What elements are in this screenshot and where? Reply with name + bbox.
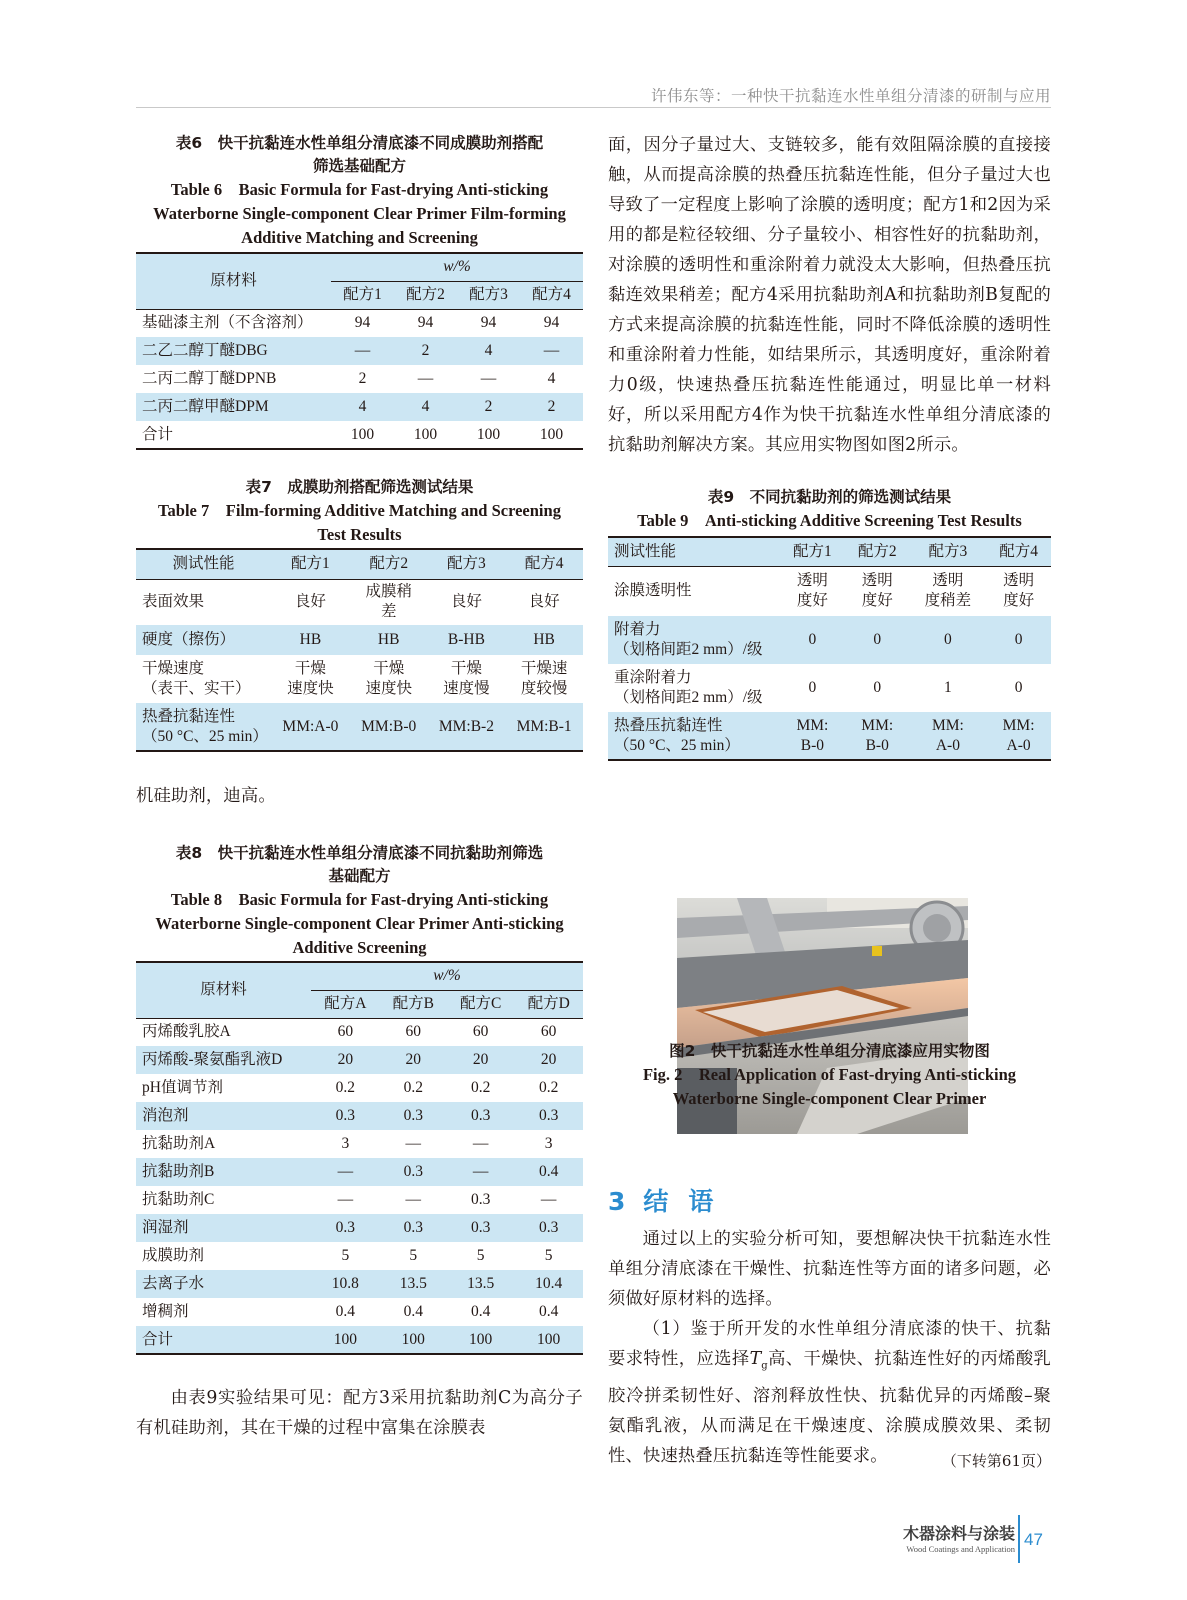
table9-cell: 0 xyxy=(808,631,817,648)
table6-cell: 94 xyxy=(480,314,497,332)
body-text-right-3b: 高、干燥快、抗黏连性好的丙烯酸乳胶冷拼柔韧性好、溶剂释放性快、抗黏优异的丙烯酸–聚氨酯乳液，从而满足在干燥速度、涂膜成膜效果、柔韧性、快速热叠压抗黏连等性能要求。 xyxy=(608,1349,1052,1467)
table-row xyxy=(136,1326,583,1354)
table-row xyxy=(136,309,583,337)
table-row xyxy=(136,1158,583,1186)
table7-cell-line: 良好 xyxy=(528,593,560,611)
table9 xyxy=(608,536,1051,761)
table8-cell: 0.4 xyxy=(403,1303,423,1320)
table9-caption-en: Table 9 Anti-sticking Additive Screening Test Results xyxy=(637,511,1022,530)
table8-caption-cn-1: 表8 快干抗黏连水性单组分清底漆不同抗黏助剂筛选 xyxy=(175,844,544,862)
table6-cell: 94 xyxy=(543,314,560,332)
table8-cell: 0.3 xyxy=(470,1191,491,1208)
table8-row-name: pH值调节剂 xyxy=(142,1079,223,1096)
table7-cell xyxy=(505,579,583,625)
table9-row-name xyxy=(608,566,780,616)
table7 xyxy=(136,548,583,752)
table6-col: 配方2 xyxy=(406,286,445,303)
table7-cell xyxy=(271,579,350,625)
table9-cell: 0 xyxy=(944,631,952,648)
table9-cell-line: A-0 xyxy=(1006,736,1031,754)
table7-col: 测试性能 xyxy=(136,549,271,579)
journal-name-cn: 木器涂料与涂装 xyxy=(902,1524,1015,1543)
table8-row-name: 抗黏助剂A xyxy=(142,1135,216,1152)
table7-cell xyxy=(428,655,506,703)
table6-row-name: 二乙二醇丁醚DBG xyxy=(142,342,268,359)
table-row xyxy=(136,1186,583,1214)
table9-cell-line: A-0 xyxy=(935,736,960,754)
running-title: 许伟东等：一种快干抗黏连水性单组分清漆的研制与应用 xyxy=(650,87,1051,105)
table8-cell: 100 xyxy=(447,1326,514,1354)
table6-cell: — xyxy=(480,370,497,387)
table6-caption-cn-1: 表6 快干抗黏连水性单组分清底漆不同成膜助剂搭配 xyxy=(175,134,544,152)
figure2-caption-cn: 图2 快干抗黏连水性单组分清底漆应用实物图 xyxy=(669,1042,990,1060)
table8-head-material: 原材料 xyxy=(136,962,311,1018)
table7-row-name-1: 表面效果 xyxy=(142,593,205,611)
table6-row-name: 二丙二醇丁醚DPNB xyxy=(142,370,277,387)
table8-cell: 0.3 xyxy=(470,1219,491,1236)
table6-cell: 2 xyxy=(358,370,367,387)
table7-cell: HB xyxy=(377,631,400,648)
table8-cell: 0.3 xyxy=(403,1219,423,1236)
table6-cell: 2 xyxy=(421,342,430,359)
table8-cell: 13.5 xyxy=(399,1275,427,1292)
table7-cell: MM:A-0 xyxy=(271,703,350,751)
table7-cell: MM:B-0 xyxy=(350,703,428,751)
table6-cell: — xyxy=(543,342,560,359)
table8-cell: — xyxy=(405,1135,422,1152)
table7-row-name-1: 热叠抗黏连性 xyxy=(142,707,236,725)
table7-cell-line: 速度快 xyxy=(287,680,334,697)
table8-cell: 0.2 xyxy=(538,1079,559,1096)
table8-cell: 0.3 xyxy=(538,1107,559,1124)
table9-row-name-1: 重涂附着力 xyxy=(614,669,692,686)
figure2-caption-en-1: Fig. 2 Real Application of Fast-drying Anti-sticking xyxy=(642,1065,1017,1084)
table-row xyxy=(136,1298,583,1326)
table8-caption-cn-2: 基础配方 xyxy=(328,867,391,885)
table6-caption-en-2: Waterborne Single-component Clear Primer Film-forming xyxy=(153,204,566,223)
table9-cell xyxy=(986,712,1051,760)
table6-row-name: 二丙二醇甲醚DPM xyxy=(142,398,269,415)
table8-cell: — xyxy=(540,1191,557,1208)
table8-row-name: 合计 xyxy=(136,1326,311,1354)
table8-cell: 100 xyxy=(311,1326,380,1354)
table6-cell: 2 xyxy=(547,398,556,415)
table6-cell: 94 xyxy=(417,314,434,332)
table8-cell: 0.4 xyxy=(538,1303,559,1320)
table9-cell-line: 透明 xyxy=(861,572,893,590)
table8-cell: 3 xyxy=(341,1135,350,1152)
body-text-left-1: 机硅助剂，迪高。 xyxy=(136,786,276,806)
table-row xyxy=(608,566,1051,616)
table6-cell: 100 xyxy=(520,421,583,449)
table8-cell: 60 xyxy=(472,1023,489,1041)
table9-cell: 0 xyxy=(1014,679,1023,696)
table8-cell: 100 xyxy=(514,1326,583,1354)
table8-col: 配方B xyxy=(392,995,434,1012)
table-row xyxy=(136,1130,583,1158)
body-text-left-2: 由表9实验结果可见：配方3采用抗黏助剂C为高分子有机硅助剂，其在干燥的过程中富集在涂膜表 xyxy=(136,1388,583,1438)
table9-cell-line: MM: xyxy=(1002,716,1035,734)
table9-cell xyxy=(845,712,910,760)
section-number: 3 xyxy=(608,1187,628,1216)
table7-cell: HB xyxy=(533,631,555,648)
table8-cell: — xyxy=(337,1191,354,1208)
table6-col: 配方3 xyxy=(469,286,508,303)
table8-cell: 100 xyxy=(380,1326,447,1354)
table8-col: 配方C xyxy=(459,995,502,1012)
table7-cell-line: 度较慢 xyxy=(520,680,568,697)
tg-symbol: T xyxy=(749,1349,762,1369)
table6-col: 配方1 xyxy=(343,286,382,303)
figure2-caption-en-2: Waterborne Single-component Clear Primer xyxy=(672,1089,987,1108)
body-text-right-2: 通过以上的实验分析可知，要想解决快干抗黏连水性单组分清底漆在干燥性、抗黏连性等方面的诸多问题，必须做好原材料的选择。 xyxy=(608,1229,1051,1309)
table6-cell: — xyxy=(417,370,434,387)
table7-cell xyxy=(428,579,506,625)
table7-cell-line: 干燥速 xyxy=(520,660,568,677)
table9-caption-cn: 表9 不同抗黏助剂的筛选测试结果 xyxy=(707,488,952,506)
figure2-caption xyxy=(608,1040,1051,1111)
table6-cell: 4 xyxy=(547,370,556,387)
table9-row-name xyxy=(608,664,780,712)
body-text-right-3 xyxy=(608,1314,1051,1471)
table7-cell-line: 干燥 xyxy=(450,660,482,677)
table7-col: 配方1 xyxy=(271,549,350,579)
table8-row-name: 增稠剂 xyxy=(142,1303,189,1320)
table-row xyxy=(136,393,583,421)
table-row xyxy=(136,1214,583,1242)
table6-cell: 4 xyxy=(421,398,430,415)
table8-cell: 20 xyxy=(472,1051,489,1068)
table6-head-unit: w/% xyxy=(331,253,583,281)
table7-cell: MM:B-1 xyxy=(505,703,583,751)
table8-cell: 0.3 xyxy=(538,1219,559,1236)
table7-cell-line: 速度慢 xyxy=(443,680,490,697)
table9-col: 配方4 xyxy=(986,537,1051,566)
table9-cell xyxy=(780,566,845,616)
table7-row-name xyxy=(136,703,271,751)
table6-cell: 100 xyxy=(394,421,457,449)
table9-caption xyxy=(608,486,1051,533)
table7-caption-cn: 表7 成膜助剂搭配筛选测试结果 xyxy=(245,478,474,496)
table7-col: 配方3 xyxy=(428,549,506,579)
table8-cell: 20 xyxy=(405,1051,422,1068)
table8-cell: 0.4 xyxy=(470,1303,491,1320)
table8-caption-en-1: Table 8 Basic Formula for Fast-drying Anti-sticking xyxy=(170,890,549,909)
table-row xyxy=(136,1046,583,1074)
table9-cell-line: MM: xyxy=(931,716,964,734)
table9-cell-line: 透明 xyxy=(932,572,964,590)
table-row xyxy=(608,664,1051,712)
table7-row-name-2: （50 °C、25 min） xyxy=(142,727,268,745)
table-row xyxy=(608,616,1051,664)
table7-cell xyxy=(350,655,428,703)
table6-caption-cn-2: 筛选基础配方 xyxy=(312,157,406,175)
table-row xyxy=(136,655,583,703)
table6 xyxy=(136,252,583,450)
table8-cell: 5 xyxy=(544,1247,553,1264)
table8-cell: 5 xyxy=(476,1247,485,1264)
table6-cell: — xyxy=(354,342,371,359)
table9-cell xyxy=(845,566,910,616)
table9-row-name-1: 热叠压抗黏连性 xyxy=(614,716,723,734)
table8-cell: 60 xyxy=(337,1023,354,1041)
table9-cell-line: 度好 xyxy=(861,592,893,610)
table6-caption xyxy=(136,132,583,250)
running-header xyxy=(136,82,1051,108)
table9-cell: 0 xyxy=(808,679,817,696)
table7-cell: B-HB xyxy=(447,631,485,648)
table7-row-name xyxy=(136,579,271,625)
table7-cell: HB xyxy=(299,631,322,648)
table6-head-material: 原材料 xyxy=(136,253,331,309)
table8-cell: 3 xyxy=(544,1135,553,1152)
table7-row-name xyxy=(136,625,271,655)
table9-row-name-2: （划格间距2 mm）/级 xyxy=(614,641,763,658)
table9-cell-line: 度稍差 xyxy=(924,592,972,610)
table-row xyxy=(608,712,1051,760)
table9-row-name-1: 附着力 xyxy=(614,621,661,638)
table9-col: 测试性能 xyxy=(608,537,780,566)
table8-cell: 10.8 xyxy=(331,1275,359,1292)
table7-cell-line: 良好 xyxy=(294,593,326,611)
table-row xyxy=(136,1074,583,1102)
table-row xyxy=(136,579,583,625)
table8-cell: 0.3 xyxy=(335,1219,355,1236)
table9-cell xyxy=(986,566,1051,616)
table9-cell: 0 xyxy=(873,679,882,696)
tg-subscript: g xyxy=(761,1360,768,1372)
table-row xyxy=(136,1270,583,1298)
table9-row-name-2: （50 °C、25 min） xyxy=(614,736,740,754)
table9-cell-line: B-0 xyxy=(865,736,889,754)
table8-cell: — xyxy=(472,1163,489,1180)
table7-cell: MM:B-2 xyxy=(428,703,506,751)
table8-cell: 0.3 xyxy=(470,1107,491,1124)
table8-cell: 0.4 xyxy=(538,1163,559,1180)
table9-cell: 1 xyxy=(944,679,952,696)
table6-caption-en-3: Additive Matching and Screening xyxy=(241,228,478,247)
table9-row-name xyxy=(608,616,780,664)
table7-cell-line: 干燥 xyxy=(373,660,405,677)
table8-cell: — xyxy=(472,1135,489,1152)
section-heading xyxy=(608,1182,733,1218)
table7-cell xyxy=(505,655,583,703)
table9-col: 配方3 xyxy=(910,537,987,566)
table8-row-name: 成膜助剂 xyxy=(142,1247,205,1264)
table8-head-unit: w/% xyxy=(311,962,583,990)
table9-row-name-1: 涂膜透明性 xyxy=(614,582,692,600)
table8-cell: 20 xyxy=(540,1051,557,1068)
table8-row-name: 去离子水 xyxy=(142,1275,205,1292)
table8-cell: 0.2 xyxy=(470,1079,491,1096)
table8-row-name: 丙烯酸乳胶A xyxy=(142,1023,231,1041)
table8-cell: 5 xyxy=(409,1247,418,1264)
table8-cell: 0.4 xyxy=(335,1303,355,1320)
table8-cell: 5 xyxy=(341,1247,350,1264)
table9-row-name-2: （划格间距2 mm）/级 xyxy=(614,689,763,706)
table8-cell: 60 xyxy=(540,1023,557,1041)
table9-cell-line: 度好 xyxy=(1003,592,1035,610)
table7-caption xyxy=(136,476,583,547)
table8-cell: 60 xyxy=(405,1023,422,1041)
table9-row-name xyxy=(608,712,780,760)
table6-cell: 100 xyxy=(331,421,394,449)
table6-cell: 4 xyxy=(358,398,367,415)
table8-row-name: 抗黏助剂B xyxy=(142,1163,215,1180)
table6-cell: 2 xyxy=(484,398,493,415)
table6-cell: 94 xyxy=(354,314,371,332)
table8-cell: — xyxy=(337,1163,354,1180)
body-text-right-3a: （1）鉴于所开发的水性单组分清底漆的快干、抗黏要求特性，应选择 xyxy=(608,1319,1051,1369)
table9-cell-line: 度好 xyxy=(796,592,828,610)
table8-col: 配方D xyxy=(527,995,570,1012)
table7-col: 配方2 xyxy=(350,549,428,579)
table9-cell-line: 透明 xyxy=(796,572,828,590)
table9-cell xyxy=(780,712,845,760)
table6-row-name: 合计 xyxy=(136,421,331,449)
table8-row-name: 润湿剂 xyxy=(142,1219,189,1236)
table9-cell: 0 xyxy=(873,631,882,648)
table7-row-name-2: （表干、实干） xyxy=(142,680,251,697)
table9-col: 配方1 xyxy=(780,537,845,566)
table8-row-name: 消泡剂 xyxy=(142,1107,189,1124)
table8-cell: 0.3 xyxy=(335,1107,355,1124)
table6-col: 配方4 xyxy=(532,286,571,303)
table7-caption-en-2: Test Results xyxy=(317,525,402,544)
table8-row-name: 丙烯酸-聚氨酯乳液D xyxy=(142,1051,283,1068)
table8-row-name: 抗黏助剂C xyxy=(142,1191,215,1208)
table9-cell-line: B-0 xyxy=(800,736,825,754)
table-row xyxy=(136,1102,583,1130)
table8-cell: 0.2 xyxy=(335,1079,355,1096)
table7-cell xyxy=(350,579,428,625)
table8-col: 配方A xyxy=(324,995,367,1012)
table9-cell xyxy=(910,566,987,616)
table7-col: 配方4 xyxy=(505,549,583,579)
table6-row-name: 基础漆主剂（不含溶剂） xyxy=(142,314,313,332)
table9-cell-line: MM: xyxy=(861,716,894,734)
journal-name-en: Wood Coatings and Application xyxy=(906,1544,1015,1554)
table8-cell: 0.3 xyxy=(403,1163,423,1180)
table-row xyxy=(136,1242,583,1270)
table-row xyxy=(136,1018,583,1046)
table-row xyxy=(136,337,583,365)
table-row xyxy=(136,421,583,449)
table7-caption-en-1: Table 7 Film-forming Additive Matching and Screening xyxy=(158,501,561,520)
table9-cell-line: 透明 xyxy=(1003,572,1035,590)
table8-caption-en-2: Waterborne Single-component Clear Primer Anti-sticking xyxy=(155,914,564,933)
table8-cell: 13.5 xyxy=(467,1275,495,1292)
table7-row-name-1: 干燥速度 xyxy=(142,660,205,677)
table6-caption-en-1: Table 6 Basic Formula for Fast-drying Anti-sticking xyxy=(170,180,549,199)
table7-cell xyxy=(271,655,350,703)
table8-caption xyxy=(136,842,583,960)
table8-caption-en-3: Additive Screening xyxy=(292,938,427,957)
table6-cell: 4 xyxy=(484,342,493,359)
continued-note: （下转第61页） xyxy=(941,1452,1051,1470)
table8-cell: 20 xyxy=(337,1051,354,1068)
journal-logo xyxy=(892,1521,1015,1554)
table8-cell: 0.3 xyxy=(403,1107,423,1124)
page-number: 47 xyxy=(1024,1530,1043,1549)
table8-cell: 0.2 xyxy=(403,1079,423,1096)
table-row xyxy=(136,365,583,393)
table7-cell-line: 干燥 xyxy=(294,660,326,677)
table7-cell-line: 差 xyxy=(380,603,397,621)
table9-col: 配方2 xyxy=(845,537,910,566)
table7-cell-line: 速度快 xyxy=(365,680,412,697)
table6-cell: 100 xyxy=(457,421,520,449)
table7-row-name xyxy=(136,655,271,703)
table8 xyxy=(136,961,583,1355)
table7-row-name-1: 硬度（擦伤） xyxy=(142,631,236,648)
table9-cell: 0 xyxy=(1014,631,1023,648)
table-row xyxy=(136,625,583,655)
table8-cell: — xyxy=(405,1191,422,1208)
section-title: 结语 xyxy=(643,1187,734,1216)
table-row xyxy=(136,703,583,751)
body-text-right-1: 面，因分子量过大、支链较多，能有效阻隔涂膜的直接接触，从而提高涂膜的热叠压抗黏连性能，但分子量过大也导致了一定程度上影响了涂膜的透明度；配方1和2因为采用的都是粒径较细、分子量较小、相容性好的抗黏助剂，对涂膜的透明性和重涂附着力就没太大影响，但热叠压抗黏连效果稍差；配方4采用抗黏助剂A和抗黏助剂B复配的方式来提高涂膜的抗黏连性能，同时不降低涂膜的透明性和重涂附着力性能，如结果所示，其透明度好，重涂附着力0级，快速热叠压抗黏连性能通过，明显比单一材料好，所以采用配方4作为快干抗黏连水性单组分清底漆的抗黏助剂解决方案。其应用实物图如图2所示。 xyxy=(608,135,1051,455)
table9-cell-line: MM: xyxy=(796,716,829,734)
table8-cell: 10.4 xyxy=(535,1275,563,1292)
table9-cell xyxy=(910,712,987,760)
table7-cell-line: 良好 xyxy=(450,593,482,611)
table7-cell-line: 成膜稍 xyxy=(365,583,412,601)
footer-divider xyxy=(1018,1515,1020,1563)
